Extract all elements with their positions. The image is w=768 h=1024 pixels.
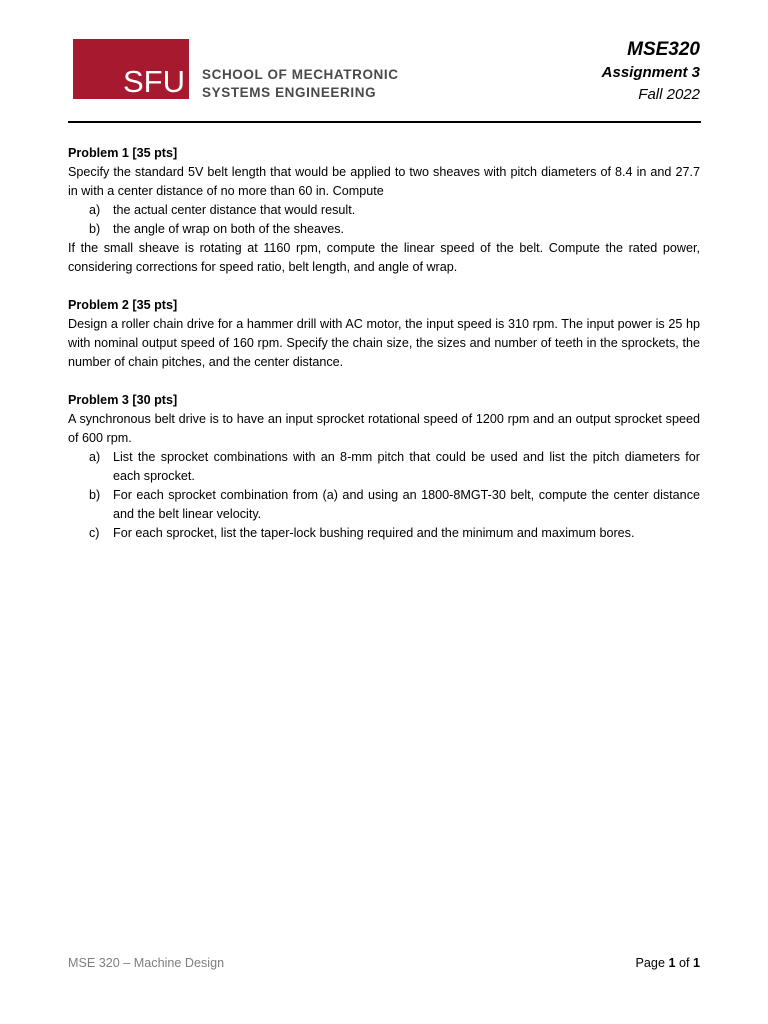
page-word: Page [635, 956, 665, 970]
course-info [602, 38, 700, 106]
problem-subparts [68, 201, 700, 239]
problem-title: Problem 3 [30 pts] [68, 393, 178, 407]
list-marker: b) [89, 488, 101, 502]
page-current: 1 [668, 956, 676, 970]
footer-course: MSE 320 – Machine Design [68, 956, 225, 970]
document-body [68, 144, 700, 562]
list-marker: a) [89, 203, 101, 217]
school-name [202, 66, 399, 102]
header-divider [68, 121, 701, 123]
page-number [636, 954, 700, 973]
problem-followup: If the small sheave is rotating at 1160 rpm, compute the linear speed of the belt. Compute the rated power, considering corrections for speed ratio, belt length, and angle of wrap. [68, 241, 700, 274]
problem-intro: Design a roller chain drive for a hammer drill with AC motor, the input speed is 310 rpm. The input power is 25 hp with nominal output speed of 160 rpm. Specify the chain size, the sizes and number of teeth in the sprockets, the number of chain pitches, and the center distance. [68, 317, 700, 369]
problem-title: Problem 1 [35 pts] [68, 146, 178, 160]
list-item-text: the actual center distance that would result. [113, 203, 356, 217]
list-item [68, 448, 700, 486]
list-marker: b) [89, 222, 101, 236]
school-name-line-2: SYSTEMS ENGINEERING [202, 85, 377, 100]
list-item [68, 524, 700, 543]
list-item-text: the angle of wrap on both of the sheaves. [113, 222, 345, 236]
sfu-logo [73, 39, 189, 99]
problem-2 [68, 296, 700, 372]
school-name-line-1: SCHOOL OF MECHATRONIC [202, 67, 399, 82]
course-code: MSE320 [627, 39, 700, 60]
list-item-text: For each sprocket combination from (a) and using an 1800-8MGT-30 belt, compute the center distance and the belt linear velocity. [113, 488, 700, 521]
list-item [68, 220, 700, 239]
page-of: of [678, 956, 690, 970]
list-item-text: For each sprocket, list the taper-lock bushing required and the minimum and maximum bores. [113, 526, 635, 540]
term: Fall 2022 [638, 86, 700, 103]
problem-3 [68, 391, 700, 543]
list-item [68, 486, 700, 524]
list-item-text: List the sprocket combinations with an 8-mm pitch that could be used and list the pitch diameters for each sprocket. [113, 450, 700, 483]
problem-title: Problem 2 [35 pts] [68, 298, 178, 312]
problem-intro: Specify the standard 5V belt length that would be applied to two sheaves with pitch diameters of 8.4 in and 27.7 in with a center distance of no more than 60 in. Compute [68, 165, 700, 198]
page-total: 1 [692, 956, 700, 970]
problem-intro: A synchronous belt drive is to have an input sprocket rotational speed of 1200 rpm and an output sprocket speed of 600 rpm. [68, 412, 700, 445]
list-item [68, 201, 700, 220]
assignment-title: Assignment 3 [601, 64, 700, 81]
list-marker: a) [89, 450, 101, 464]
problem-subparts [68, 448, 700, 543]
problem-1 [68, 144, 700, 277]
logo-text: SFU [123, 64, 185, 99]
list-marker: c) [89, 526, 100, 540]
